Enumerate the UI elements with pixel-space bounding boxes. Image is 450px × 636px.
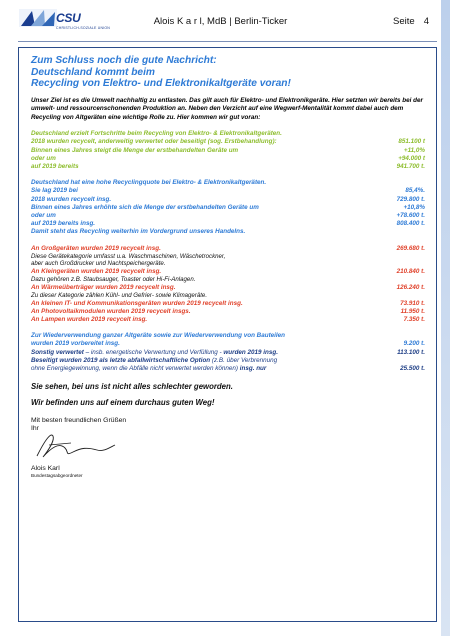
article-content bbox=[31, 55, 429, 479]
heading-line-3: Recycling von Elektro- und Elektronikaltgeräte voran! bbox=[31, 78, 291, 89]
greeting-line-1: Mit besten freundlichen Grüßen bbox=[31, 416, 127, 424]
heading-line-2: Deutschland kommt beim bbox=[31, 66, 155, 78]
stat-row-it-geraete: An kleinen IT- und Kommunikationsgeräten wurden 2019 recycelt insg. 73.910 t. bbox=[31, 299, 425, 307]
stat-row: 2018 wurden recycelt, anderweitig verwertet oder beseitigt (sog. Erstbehandlung): 851.100 t bbox=[31, 138, 425, 146]
heading-line-1: Zum Schluss noch die gute Nachricht: bbox=[31, 55, 217, 66]
note-waermeuebertraeger: Zu dieser Kategorie zählen Kühl- und Gefrier- sowie Klimageräte. bbox=[31, 292, 208, 300]
stat-row-lampen: An Lampen wurden 2019 recycelt insg. 7.350 t. bbox=[31, 316, 425, 324]
block-kategorien bbox=[31, 245, 429, 325]
signatory-name: Alois Karl bbox=[31, 465, 60, 473]
header-divider bbox=[18, 41, 437, 42]
stat-row-beseitigt-1: Beseitigt wurden 2019 als letzte abfallwirtschaftliche Option (z.B. über Verbrennung bbox=[31, 357, 278, 365]
stat-row: oder um +78.600 t. bbox=[31, 212, 425, 220]
stat-row-wiederverwendung-1: Zur Wiederverwendung ganzer Altgeräte sowie zur Wiederverwendung von Bauteilen bbox=[31, 332, 286, 340]
stat-row: Binnen eines Jahres erhöhte sich die Menge der erstbehandelten Geräte um +10,8% bbox=[31, 203, 425, 211]
block-recyclingquote bbox=[31, 179, 429, 236]
closing-line-2: Wir befinden uns auf einem durchaus guten Weg! bbox=[31, 397, 215, 407]
stat-row-beseitigt-2: ohne Energiegewinnung, wenn die Abfälle nicht verwertet werden können) insg. nur 25.500 t. bbox=[31, 365, 425, 373]
stat-row-waermeuebertraeger: An Wärmeüberträger wurden 2019 recycelt insg. 126.240 t. bbox=[31, 283, 425, 291]
stat-row: oder um +94.000 t bbox=[31, 154, 425, 162]
article-heading bbox=[31, 55, 429, 90]
note-grossgeraete-1: Diese Gerätekategorie umfasst u.a. Waschmaschinen, Wäschetrockner, bbox=[31, 252, 226, 260]
stat-row: auf 2019 bereits insg. 808.400 t. bbox=[31, 220, 425, 228]
signatory-role: Bundestagsabgeordneter bbox=[31, 473, 83, 479]
right-edge-stripe bbox=[441, 0, 450, 636]
note-grossgeraete-2: aber auch Großdrucker und Nachtspeichergeräte. bbox=[31, 260, 166, 268]
stat-row: Deutschland erzielt Fortschritte beim Recycling von Elektro- & Elektronikaltgeräten. bbox=[31, 130, 282, 138]
stat-row: auf 2019 bereits 941.700 t. bbox=[31, 163, 425, 171]
stat-row-kleingeraete: An Kleingeräten wurden 2019 recycelt insg. 210.840 t. bbox=[31, 268, 425, 276]
statistics bbox=[31, 130, 429, 374]
stat-row: Sie lag 2019 bei 85,4%. bbox=[31, 187, 425, 195]
greeting-line-2: Ihr bbox=[31, 425, 39, 433]
note-kleingeraete: Dazu gehören z.B. Staubsauger, Toaster oder Hi-Fi-Anlagen. bbox=[31, 276, 196, 284]
handwritten-signature-icon bbox=[31, 430, 121, 460]
stat-row-grossgeraete: An Großgeräten wurden 2019 recycelt insg. 269.680 t. bbox=[31, 244, 425, 252]
stat-row-wiederverwendung-2: wurden 2019 vorbereitet insg. 9.200 t. bbox=[31, 340, 425, 348]
page-header bbox=[0, 0, 441, 44]
closing-line-1: Sie sehen, bei uns ist nicht alles schlechter geworden. bbox=[31, 381, 233, 391]
logo-subtitle: CHRISTLICH-SOZIALE UNION bbox=[56, 26, 110, 30]
page-word: Seite bbox=[393, 16, 415, 27]
stat-row: Damit steht das Recycling weiterhin im Vordergrund unseres Handelns. bbox=[31, 228, 246, 236]
stat-row-sonstig: Sonstig verwertet – insb. energetische Verwertung und Verfüllung - wurden 2019 insg. 113.100 t. bbox=[31, 348, 425, 356]
page-indicator bbox=[393, 16, 429, 27]
stat-row-photovoltaik: An Photovoltaikmodulen wurden 2019 recycelt insgs. 11.950 t. bbox=[31, 307, 425, 315]
header-title: Alois K a r l, MdB | Berlin-Ticker bbox=[153, 16, 288, 27]
stat-row: Binnen eines Jahres steigt die Menge der erstbehandelten Geräte um +11,0% bbox=[31, 146, 425, 154]
intro-paragraph: Unser Ziel ist es die Umwelt nachhaltig zu entlasten. Das gilt auch für Elektro- und Elektronikgeräte. Hier setzten wir bereits bei der umwelt- und ressourcenschonenden Produktion an. Neben den Verzicht auf eine Wegwerf-Mentalität kommt dabei auch dem Recycling von Altgeräten eine wichtige Rolle zu. Hier kommen wir gut voran: bbox=[31, 96, 423, 122]
logo-text: CSU bbox=[56, 11, 81, 25]
stat-row: Deutschland hat eine hohe Recyclingquote bei Elektro- & Elektronikaltgeräten. bbox=[31, 179, 267, 187]
block-erstbehandlung bbox=[31, 130, 429, 171]
stat-row: 2018 wurden recycelt insg. 729.800 t. bbox=[31, 195, 425, 203]
block-verwertung bbox=[31, 332, 429, 374]
page-number: 4 bbox=[423, 16, 429, 27]
